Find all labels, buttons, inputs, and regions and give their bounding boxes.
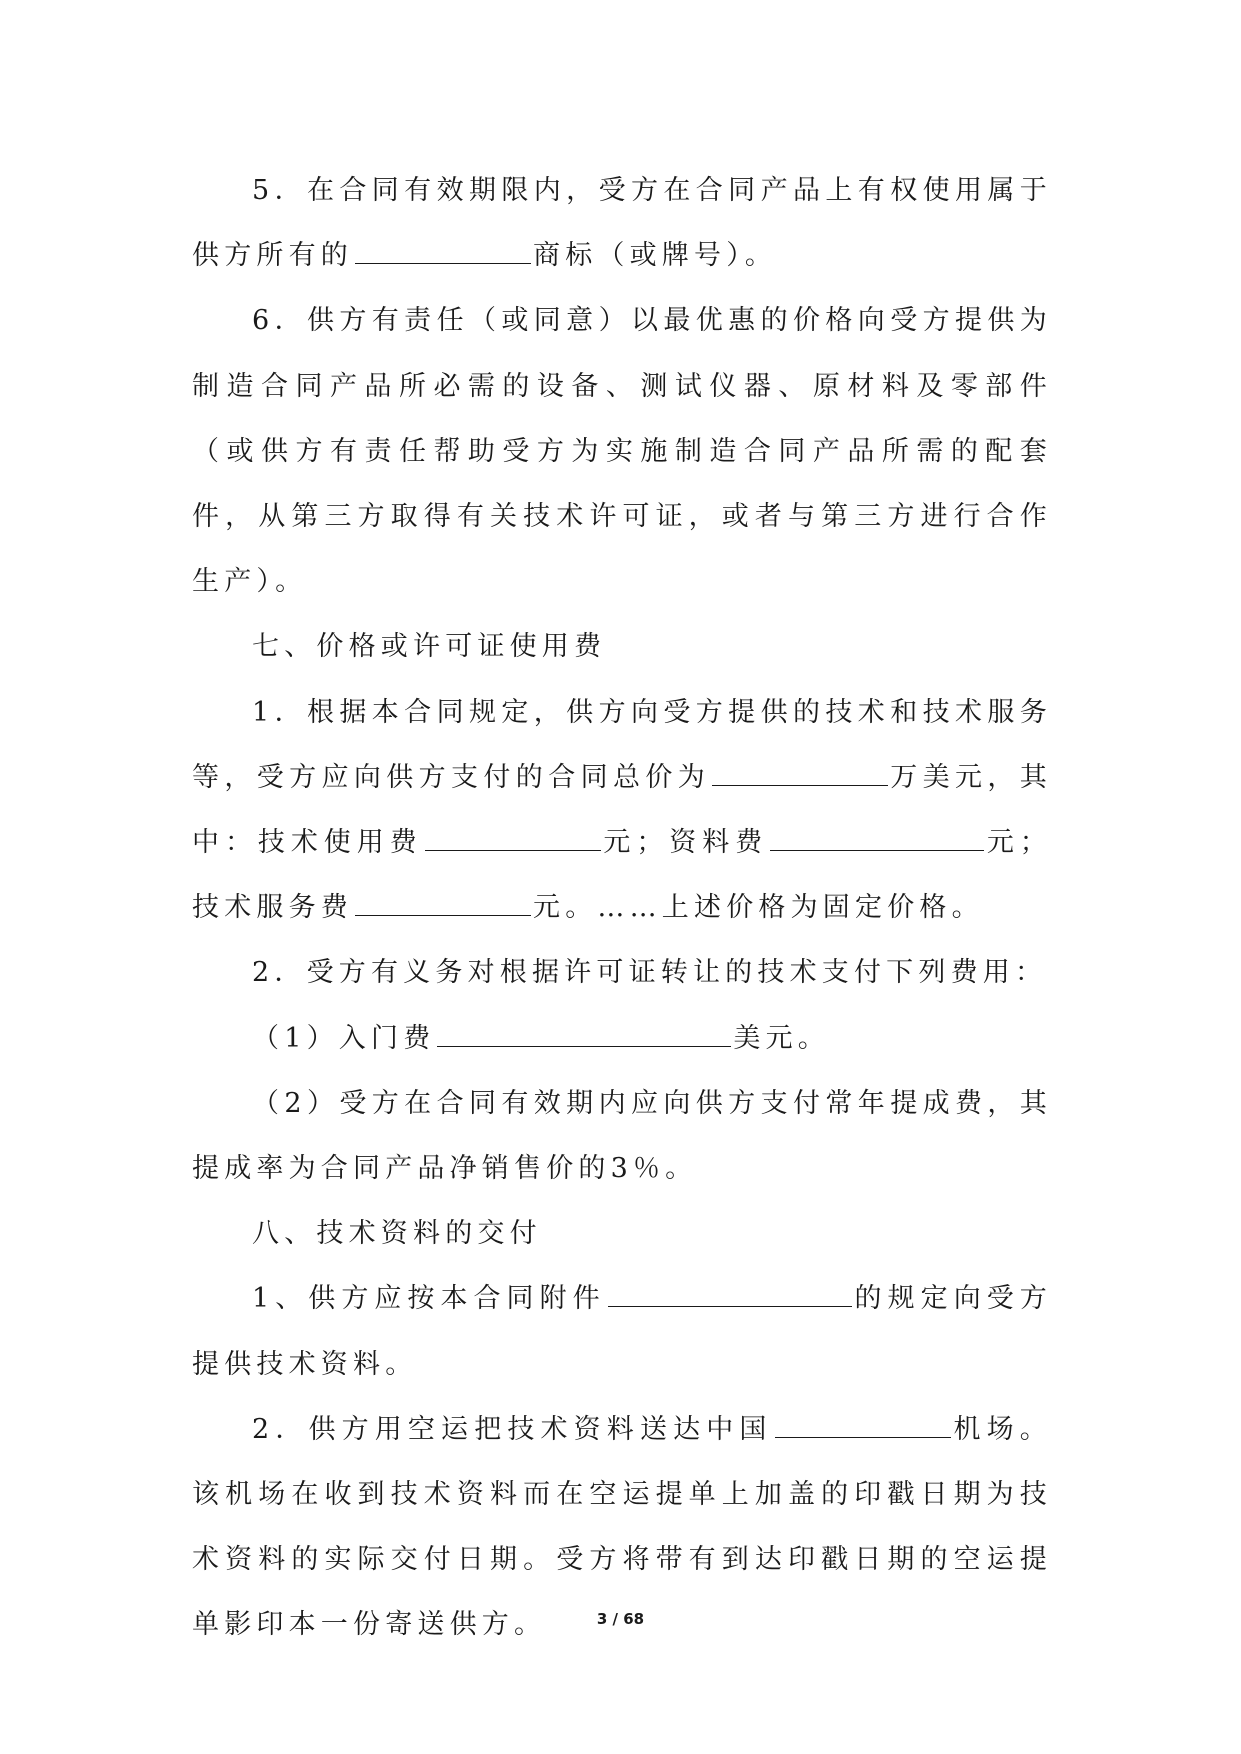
page-number: 3 / 68: [596, 1610, 645, 1628]
clause-5-text-b: 商标（或牌号）。: [533, 240, 778, 272]
document-body: [192, 158, 1052, 1658]
delivery-clause-1-text-a: 1、供方应按本合同附件: [252, 1283, 606, 1315]
delivery-clause-2-text-a: 2．供方用空运把技术资料送达中国: [252, 1413, 773, 1445]
price-clause-2-paragraph: 2．受方有义务对根据许可证转让的技术支付下列费用：: [252, 957, 1048, 989]
delivery-clause-1-text-b: 的规定向受方提供技术资料。: [192, 1283, 1052, 1380]
entry-fee-blank: [437, 1024, 731, 1047]
price-clause-1-text-e: 元。……上述价格为固定价格。: [533, 892, 984, 924]
service-fee-blank: [355, 893, 531, 916]
price-clause-1-text-d: 元；技术服务费: [192, 827, 1053, 924]
royalty-paragraph: （2）受方在合同有效期内应向供方支付常年提成费，其提成率为合同产品净销售价的3％。: [192, 1087, 1052, 1185]
price-clause-1-text-a: 1．根据本合同规定，供方向受方提供的技术和技术服务等，受方应向供方支付的合同总价为: [192, 696, 1052, 793]
section-7-heading: 七、价格或许可证使用费: [252, 631, 607, 663]
entry-fee-text-a: （1）入门费: [252, 1022, 436, 1054]
price-clause-1-text-b: 万美元，其中：技术使用费: [192, 761, 1052, 859]
price-clause-1-paragraph: [192, 680, 1052, 941]
entry-fee-paragraph: [192, 1006, 1052, 1071]
attachment-blank: [608, 1284, 852, 1307]
clause-5-text-a: 5．在合同有效期限内，受方在合同产品上有权使用属于供方所有的: [192, 175, 1052, 272]
delivery-clause-1-paragraph: [192, 1266, 1052, 1396]
total-price-blank: [712, 763, 888, 786]
airport-blank: [775, 1415, 951, 1438]
tech-fee-blank: [425, 828, 601, 851]
data-fee-blank: [770, 828, 984, 851]
entry-fee-text-b: 美元。: [733, 1022, 830, 1054]
price-clause-1-text-c: 元；资料费: [602, 827, 769, 859]
clause-6-paragraph: 6．供方有责任（或同意）以最优惠的价格向受方提供为制造合同产品所必需的设备、测试仪器、原材料及零部件（或供方有责任帮助受方为实施制造合同产品所需的配套件，从第三方取得有关技术许可证，或者与第三方进行合作生产）。: [192, 305, 1052, 598]
delivery-clause-2-text-b: 机场。该机场在收到技术资料而在空运提单上加盖的印戳日期为技术资料的实际交付日期。受方将带有到达印戳日期的空运提单影印本一份寄送供方。: [192, 1413, 1052, 1641]
trademark-blank: [355, 241, 531, 264]
section-8-heading: 八、技术资料的交付: [252, 1218, 542, 1250]
clause-5-paragraph: [192, 158, 1052, 288]
